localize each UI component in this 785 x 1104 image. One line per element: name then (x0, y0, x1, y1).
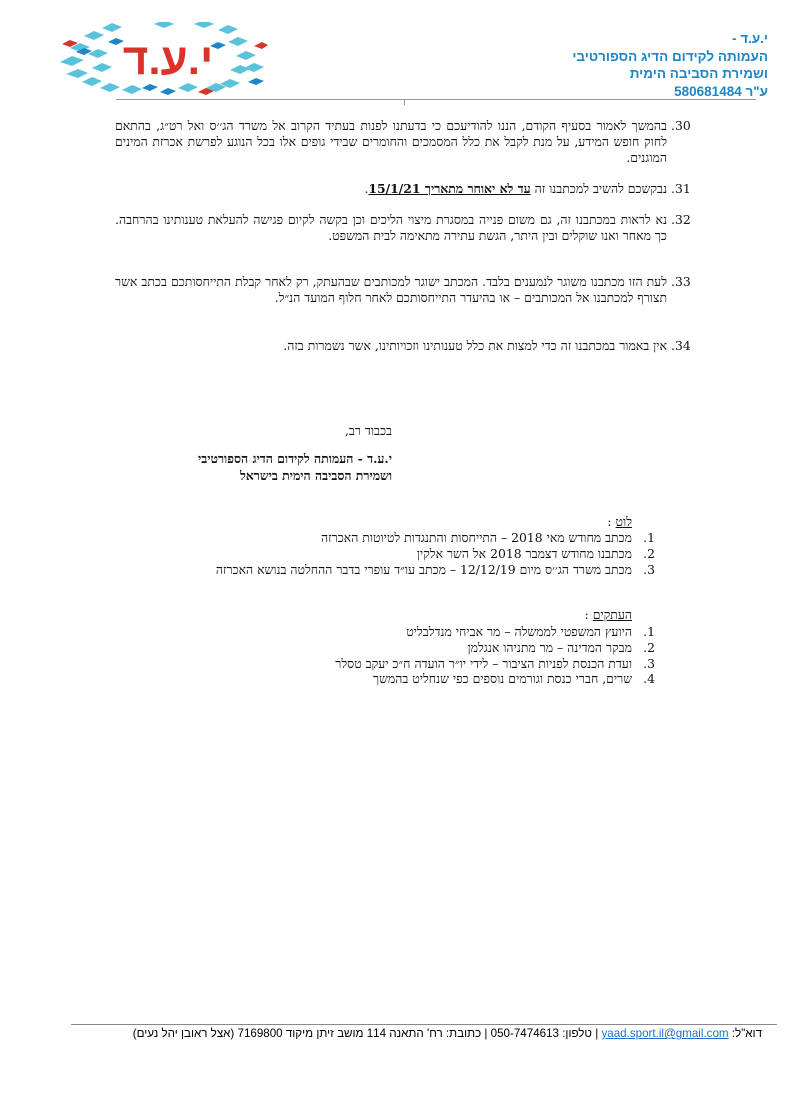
paragraph-31 (115, 181, 691, 197)
attachments-heading-colon: : (607, 514, 616, 529)
list-item (335, 624, 655, 640)
list-item (335, 671, 655, 687)
response-deadline: עד לא יאוחר מתאריך 15/1/21 (368, 181, 531, 196)
paragraph-number: .31 (671, 181, 691, 196)
org-registration: ע"ר 580681484 (674, 83, 768, 99)
header-organization (508, 30, 768, 100)
list-item-text: מכתב משרד הג׳׳ס מיום 12/12/19 – מכתב עו״ד עופרי בדבר ההחלטה בנושא האכרזה (215, 561, 632, 577)
copies-list (335, 624, 655, 687)
list-item-number: .3 (643, 655, 655, 671)
paragraph-text: נבקשכם להשיב למכתבנו זה (530, 181, 667, 196)
footer-contact (133, 1027, 762, 1040)
paragraph-34 (115, 338, 691, 354)
attachments-heading (607, 514, 632, 530)
attachments-heading-text: לוט (615, 514, 632, 529)
list-item-text: ועדת הכנסת לפניות הציבור – לידי יו״ר הועדה ח״כ יעקב טסלר (335, 655, 632, 671)
signature-block (198, 451, 392, 484)
list-item-number: .2 (643, 639, 655, 655)
list-item-text: שרים, חברי כנסת וגורמים נוספים כפי שנחליט בהמשך (372, 671, 632, 687)
copies-heading-colon: : (584, 607, 593, 622)
header-divider (116, 99, 756, 100)
list-item-number: .1 (643, 624, 655, 639)
paragraph-number: .33 (671, 274, 691, 289)
footer-email-link[interactable]: yaad.sport.il@gmail.com (601, 1027, 729, 1040)
list-item-text: מכתב מחודש מאי 2018 – התייחסות והתנגדות לטיוטות האכרזה (321, 530, 632, 545)
list-item-text: מכתבנו מחודש דצמבר 2018 אל השר אלקין (416, 545, 632, 561)
closing-greeting: בכבוד רב, (344, 423, 392, 438)
org-name-line2: העמותה לקידום הדיג הספורטיבי (572, 48, 768, 64)
list-item-number: .4 (643, 671, 655, 687)
paragraph-text: לעת הזו מכתבנו משוגר לנמענים בלבד. המכתב ישוגר למכותבים שבהעתק, רק לאחר קבלת התייחסותכם בכתב אשר תצורף למכתבנו אל המכותבים – או בהיעדר התייחסותכם לאחר חלוף המועד הנ״ל. (115, 274, 667, 306)
signature-line1: י.ע.ד - העמותה לקידום הדיג הספורטיבי (198, 451, 392, 466)
attachments-list (216, 530, 655, 577)
list-item-number: .1 (643, 530, 655, 545)
list-item-number: .2 (643, 545, 655, 561)
paragraph-number: .32 (671, 212, 691, 227)
org-name-line1: י.ע.ד - (731, 31, 768, 46)
footer-divider (71, 1024, 777, 1025)
paragraph-number: .30 (671, 118, 691, 133)
header-divider-tick (404, 99, 405, 105)
list-item-text: מבקר המדינה – מר מתניהו אנגלמן (467, 639, 632, 655)
copies-heading-text: העתקים (592, 607, 632, 622)
copies-heading (585, 607, 632, 623)
list-item (216, 546, 655, 562)
footer-email-label: דוא"ל: (728, 1027, 762, 1040)
list-item-number: .3 (643, 561, 655, 577)
paragraph-33 (115, 274, 691, 306)
signature-line2: ושמירת הסביבה הימית בישראל (240, 467, 392, 483)
fish-logo (58, 22, 268, 96)
paragraph-number: .34 (671, 338, 691, 353)
logo-text: י.ע.ד (122, 35, 214, 84)
list-item (216, 562, 655, 578)
org-name-line3: ושמירת הסביבה הימית (629, 66, 768, 81)
paragraph-text: בהמשך לאמור בסעיף הקודם, הננו להודיעכם כי בדעתנו לפנות בעתיד הקרוב אל משרד הג׳׳ס ואל רט״ג, בהתאם לחוק חופש המידע, על מנת לקבל את כלל המסמכים והחומרים שבידי גופים אלו בכל הנוגע לפרשת אכרזת המינים המוגנים. (115, 118, 667, 166)
paragraph-text-end: . (364, 181, 369, 196)
paragraph-30 (115, 118, 691, 167)
list-item-text: היועץ המשפטי לממשלה – מר אביחי מנדלבליט (406, 624, 632, 639)
paragraph-text: נא לראות במכתבנו זה, גם משום פנייה במסגרת מיצוי הליכים וכן בקשה לקיום פגישה להעלאת טענותינו בהרחבה. כך מאחר ואנו שוקלים ובין היתר, הגשת עתירה מתאימה לבית המשפט. (115, 212, 667, 244)
footer-contact-details: | טלפון: 050-7474613 | כתובת: רח' התאנה 114 מושב זיתן מיקוד 7169800 (אצל ראובן יהל נעים) (132, 1027, 602, 1040)
list-item (335, 656, 655, 672)
list-item (216, 530, 655, 546)
paragraph-text: אין באמור במכתבנו זה כדי למצות את כלל טענותינו וזכויותינו, אשר נשמרות בזה. (283, 338, 667, 353)
list-item (335, 640, 655, 656)
paragraph-32 (115, 212, 691, 244)
